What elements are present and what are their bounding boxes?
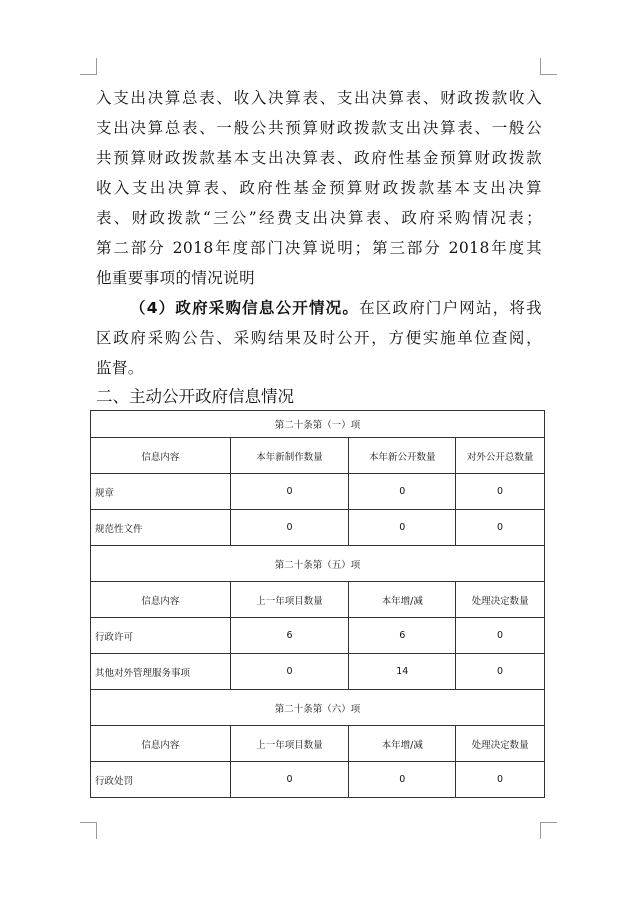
paragraph-line: 监督。	[96, 359, 144, 377]
paragraph-line: 收入支出决算表、政府性基金预算财政拨款基本支出决算	[96, 179, 542, 197]
table-header-row	[91, 438, 545, 474]
margin-mark-top-right	[540, 58, 557, 75]
table-header-cell: 处理决定数量	[456, 726, 545, 762]
table-section-title-row	[91, 546, 545, 582]
table-cell-value: 0	[230, 510, 349, 546]
table-cell-value: 0	[230, 762, 349, 798]
paragraph-line: 第二部分 2018年度部门决算说明；第三部分 2018年度其	[96, 239, 542, 257]
table-section-title-row	[91, 411, 545, 438]
table-row-label: 规范性文件	[91, 510, 231, 546]
table-row-label: 行政处罚	[91, 762, 231, 798]
table-section-title: 第二十条第（五）项	[91, 546, 545, 582]
table-row-label: 其他对外管理服务事项	[91, 654, 231, 690]
table-header-cell: 信息内容	[91, 438, 231, 474]
table-row-label: 规章	[91, 474, 231, 510]
table-cell-value: 0	[456, 510, 545, 546]
table-header-cell: 上一年项目数量	[230, 726, 349, 762]
table-cell-value: 0	[230, 654, 349, 690]
table-header-row	[91, 582, 545, 618]
table-header-cell: 本年增/减	[349, 726, 456, 762]
table-header-cell: 本年新制作数量	[230, 438, 349, 474]
table-header-cell: 上一年项目数量	[230, 582, 349, 618]
table-cell-value: 0	[349, 762, 456, 798]
table-cell-value: 0	[349, 510, 456, 546]
section-heading: 二、主动公开政府信息情况	[96, 387, 294, 406]
table-section-title: 第二十条第（一）项	[91, 411, 545, 438]
table-header-cell: 本年增/减	[349, 582, 456, 618]
paragraph-line: 入支出决算总表、收入决算表、支出决算表、财政拨款收入	[96, 89, 542, 107]
table-cell-value: 14	[349, 654, 456, 690]
table-cell-value: 0	[456, 474, 545, 510]
margin-mark-bottom-right	[540, 822, 557, 839]
paragraph-line: 表、财政拨款“三公”经费支出决算表、政府采购情况表；	[96, 209, 542, 227]
table-cell-value: 6	[349, 618, 456, 654]
table-header-row	[91, 726, 545, 762]
table-row	[91, 618, 545, 654]
table-section-title-row	[91, 690, 545, 726]
table-row-label: 行政许可	[91, 618, 231, 654]
table-cell-value: 0	[230, 474, 349, 510]
info-table	[90, 410, 545, 798]
paragraph2-line1-rest: 在区政府门户网站，将我	[359, 299, 542, 317]
margin-mark-top-left	[80, 58, 97, 75]
paragraph-line: 支出决算总表、一般公共预算财政拨款支出决算表、一般公	[96, 119, 542, 137]
body-text	[96, 83, 542, 383]
table-row	[91, 510, 545, 546]
margin-mark-bottom-left	[80, 822, 97, 839]
table-header-cell: 信息内容	[91, 582, 231, 618]
table-section-title: 第二十条第（六）项	[91, 690, 545, 726]
paragraph2-bold-lead: （4）政府采购信息公开情况。	[130, 299, 360, 317]
paragraph-line: 区政府采购公告、采购结果及时公开，方便实施单位查阅，	[96, 329, 542, 347]
table-row	[91, 474, 545, 510]
table-row	[91, 654, 545, 690]
table-header-cell: 信息内容	[91, 726, 231, 762]
paragraph-line: 他重要事项的情况说明	[96, 269, 256, 287]
table-header-cell: 对外公开总数量	[456, 438, 545, 474]
table-cell-value: 6	[230, 618, 349, 654]
table-cell-value: 0	[456, 654, 545, 690]
table-header-cell: 处理决定数量	[456, 582, 545, 618]
paragraph-line: 共预算财政拨款基本支出决算表、政府性基金预算财政拨款	[96, 149, 542, 167]
table-cell-value: 0	[349, 474, 456, 510]
table-cell-value: 0	[456, 762, 545, 798]
paragraph2-line1	[96, 293, 542, 323]
table-cell-value: 0	[456, 618, 545, 654]
table-header-cell: 本年新公开数量	[349, 438, 456, 474]
table-row	[91, 762, 545, 798]
